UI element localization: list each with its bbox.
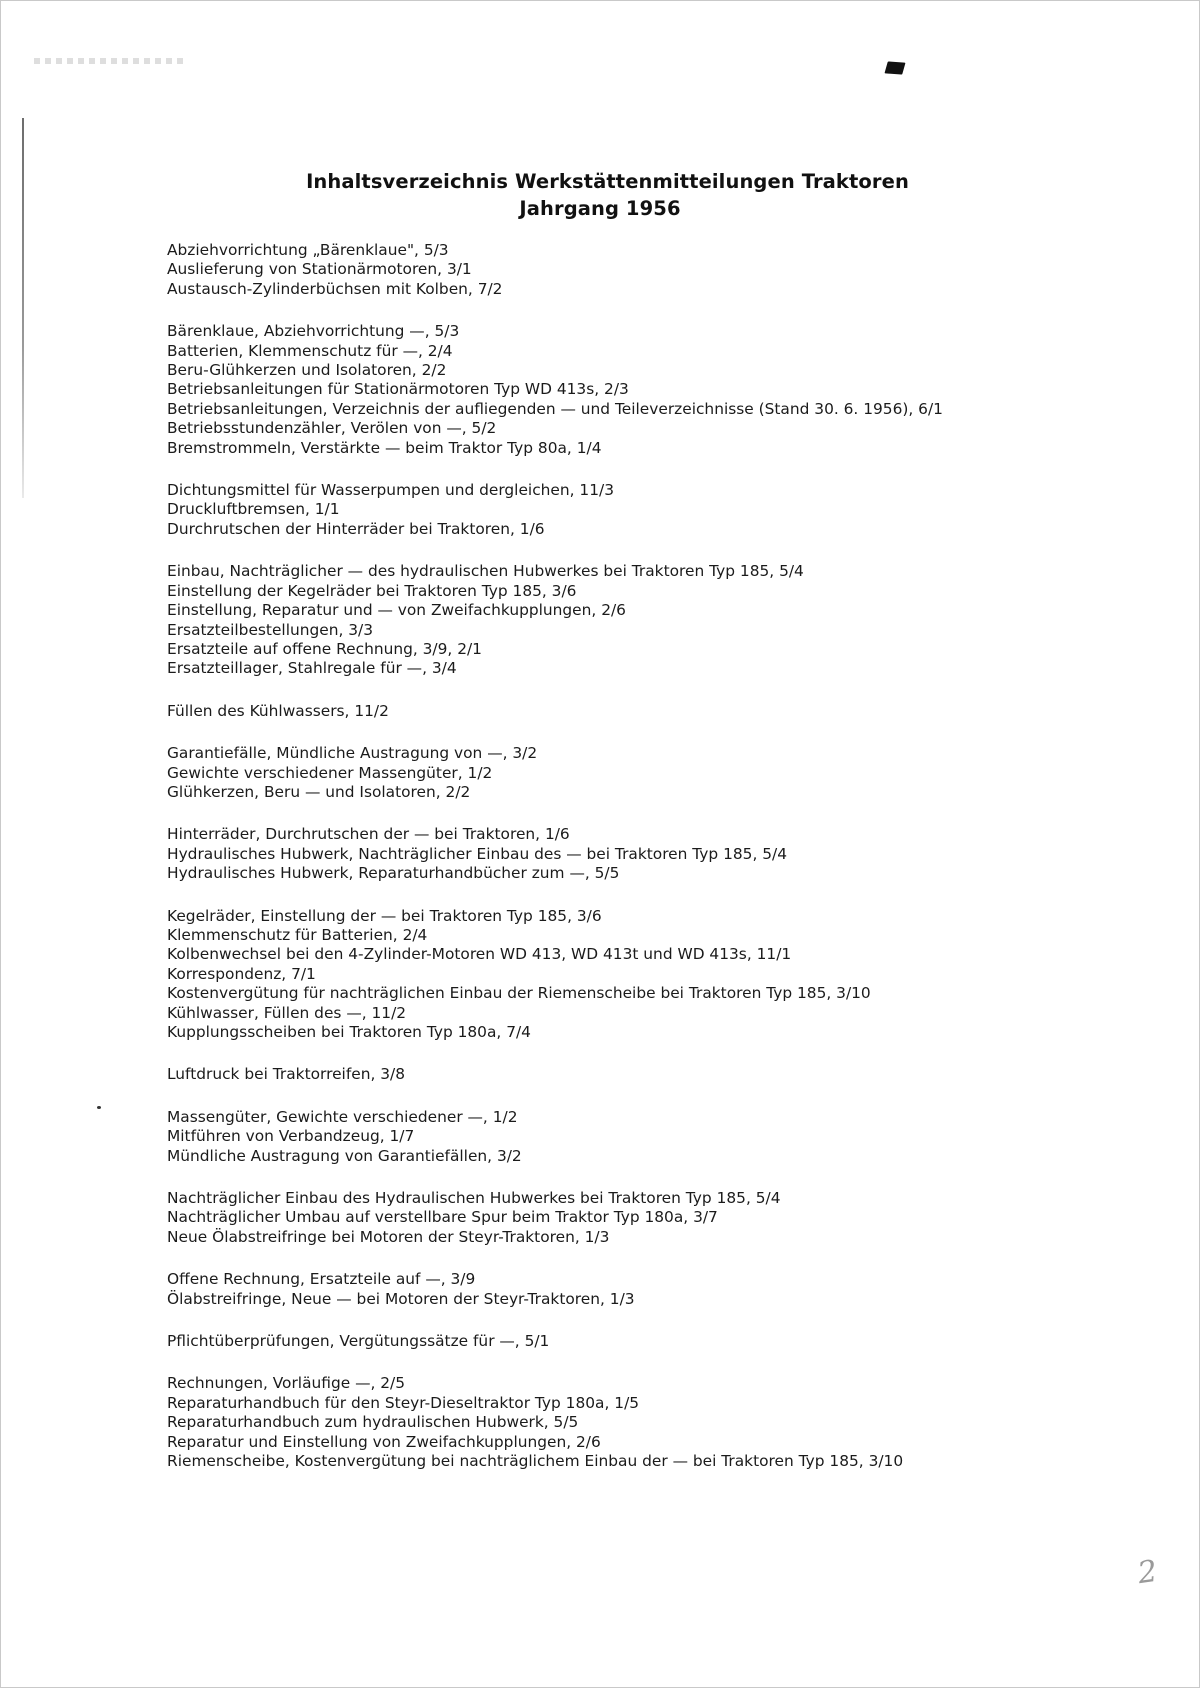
index-entry: Garantiefälle, Mündliche Austragung von —, 3/2 — [167, 744, 538, 763]
index-entry: Betriebsanleitungen, Verzeichnis der aufliegenden — und Teileverzeichnisse (Stand 30. 6. 1956), 6/1 — [167, 399, 943, 418]
index-entry: Offene Rechnung, Ersatzteile auf —, 3/9 — [167, 1270, 476, 1289]
index-group — [167, 744, 1167, 802]
index-entry: Kostenvergütung für nachträglichen Einbau der Riemenscheibe bei Traktoren Typ 185, 3/10 — [167, 984, 871, 1003]
index-entry: Ölabstreifringe, Neue — bei Motoren der Steyr-Traktoren, 1/3 — [167, 1289, 635, 1308]
index-group — [167, 825, 1167, 883]
index-entry: Pflichtüberprüfungen, Vergütungssätze für —, 5/1 — [167, 1332, 550, 1351]
index-group — [167, 562, 1167, 678]
index-entry: Füllen des Kühlwassers, 11/2 — [167, 701, 389, 720]
index-entry: Korrespondenz, 7/1 — [167, 964, 316, 983]
index-entry: Abziehvorrichtung „Bärenklaue", 5/3 — [167, 241, 449, 259]
index-entry: Kühlwasser, Füllen des —, 11/2 — [167, 1003, 407, 1022]
index-entry: Kupplungsscheiben bei Traktoren Typ 180a, 7/4 — [167, 1023, 531, 1041]
index-entry: Ersatzteillager, Stahlregale für —, 3/4 — [167, 659, 457, 678]
index-group — [167, 1374, 1167, 1471]
index-entry: Mündliche Austragung von Garantiefällen, 3/2 — [167, 1146, 522, 1165]
index-group — [167, 1270, 1167, 1309]
index-entry: Massengüter, Gewichte verschiedener —, 1/2 — [167, 1107, 518, 1126]
index-entry: Auslieferung von Stationärmotoren, 3/1 — [167, 260, 472, 279]
index-entry: Bärenklaue, Abziehvorrichtung —, 5/3 — [167, 322, 460, 341]
index-entry: Klemmenschutz für Batterien, 2/4 — [167, 925, 428, 944]
index-group — [167, 907, 1167, 1043]
index-group — [167, 481, 1167, 539]
index-entry: Durchrutschen der Hinterräder bei Traktoren, 1/6 — [167, 519, 545, 538]
index-entry: Ersatzteilbestellungen, 3/3 — [167, 620, 374, 639]
index-entry: Kegelräder, Einstellung der — bei Traktoren Typ 185, 3/6 — [167, 906, 602, 925]
index-entry: Glühkerzen, Beru — und Isolatoren, 2/2 — [167, 782, 471, 801]
index-entry: Reparatur und Einstellung von Zweifachkupplungen, 2/6 — [167, 1432, 601, 1451]
index-entry: Hydraulisches Hubwerk, Reparaturhandbücher zum —, 5/5 — [167, 864, 620, 883]
index-entry: Reparaturhandbuch zum hydraulischen Hubwerk, 5/5 — [167, 1413, 579, 1432]
scan-artifact-header — [34, 58, 184, 64]
index-entry: Hydraulisches Hubwerk, Nachträglicher Einbau des — bei Traktoren Typ 185, 5/4 — [167, 844, 787, 863]
title-line-1: Inhaltsverzeichnis Werkstättenmitteilungen Traktoren — [306, 170, 909, 193]
index-entry: Hinterräder, Durchrutschen der — bei Traktoren, 1/6 — [167, 825, 570, 844]
index-entries — [167, 241, 1167, 1495]
title-line-2: Jahrgang 1956 — [519, 197, 681, 220]
index-entry: Nachträglicher Umbau auf verstellbare Spur beim Traktor Typ 180a, 3/7 — [167, 1208, 718, 1227]
handwritten-page-number: 2 — [1135, 1553, 1160, 1592]
index-entry: Ersatzteile auf offene Rechnung, 3/9, 2/1 — [167, 639, 482, 658]
document-title — [0, 168, 1200, 222]
scan-artifact-mark — [884, 61, 905, 74]
index-entry: Betriebsstundenzähler, Verölen von —, 5/2 — [167, 419, 497, 438]
index-group — [167, 1189, 1167, 1247]
index-group — [167, 1108, 1167, 1166]
index-entry: Beru-Glühkerzen und Isolatoren, 2/2 — [167, 361, 447, 380]
index-entry: Druckluftbremsen, 1/1 — [167, 500, 340, 519]
index-entry: Austausch-Zylinderbüchsen mit Kolben, 7/2 — [167, 279, 503, 298]
index-entry: Nachträglicher Einbau des Hydraulischen Hubwerkes bei Traktoren Typ 185, 5/4 — [167, 1189, 781, 1208]
index-group — [167, 241, 1167, 299]
index-group — [167, 1065, 1167, 1084]
index-entry: Bremstrommeln, Verstärkte — beim Traktor Typ 80a, 1/4 — [167, 438, 602, 457]
index-entry: Kolbenwechsel bei den 4-Zylinder-Motoren WD 413, WD 413t und WD 413s, 11/1 — [167, 945, 792, 964]
index-entry: Gewichte verschiedener Massengüter, 1/2 — [167, 763, 493, 782]
index-group — [167, 702, 1167, 721]
index-entry: Dichtungsmittel für Wasserpumpen und dergleichen, 11/3 — [167, 481, 614, 500]
scan-artifact-speck — [97, 1106, 101, 1109]
index-entry: Rechnungen, Vorläufige —, 2/5 — [167, 1374, 406, 1393]
index-entry: Luftdruck bei Traktorreifen, 3/8 — [167, 1065, 406, 1084]
index-entry: Einstellung, Reparatur und — von Zweifachkupplungen, 2/6 — [167, 601, 626, 620]
index-group — [167, 1332, 1167, 1351]
index-entry: Batterien, Klemmenschutz für —, 2/4 — [167, 341, 453, 360]
index-entry: Riemenscheibe, Kostenvergütung bei nachträglichem Einbau der — bei Traktoren Typ 185, 3/10 — [167, 1452, 904, 1471]
index-entry: Mitführen von Verbandzeug, 1/7 — [167, 1127, 415, 1146]
index-entry: Reparaturhandbuch für den Steyr-Dieseltraktor Typ 180a, 1/5 — [167, 1393, 640, 1412]
index-entry: Neue Ölabstreifringe bei Motoren der Steyr-Traktoren, 1/3 — [167, 1227, 610, 1246]
index-group — [167, 322, 1167, 458]
index-entry: Einbau, Nachträglicher — des hydraulischen Hubwerkes bei Traktoren Typ 185, 5/4 — [167, 562, 804, 581]
index-entry: Betriebsanleitungen für Stationärmotoren Typ WD 413s, 2/3 — [167, 380, 629, 399]
index-entry: Einstellung der Kegelräder bei Traktoren Typ 185, 3/6 — [167, 581, 577, 600]
